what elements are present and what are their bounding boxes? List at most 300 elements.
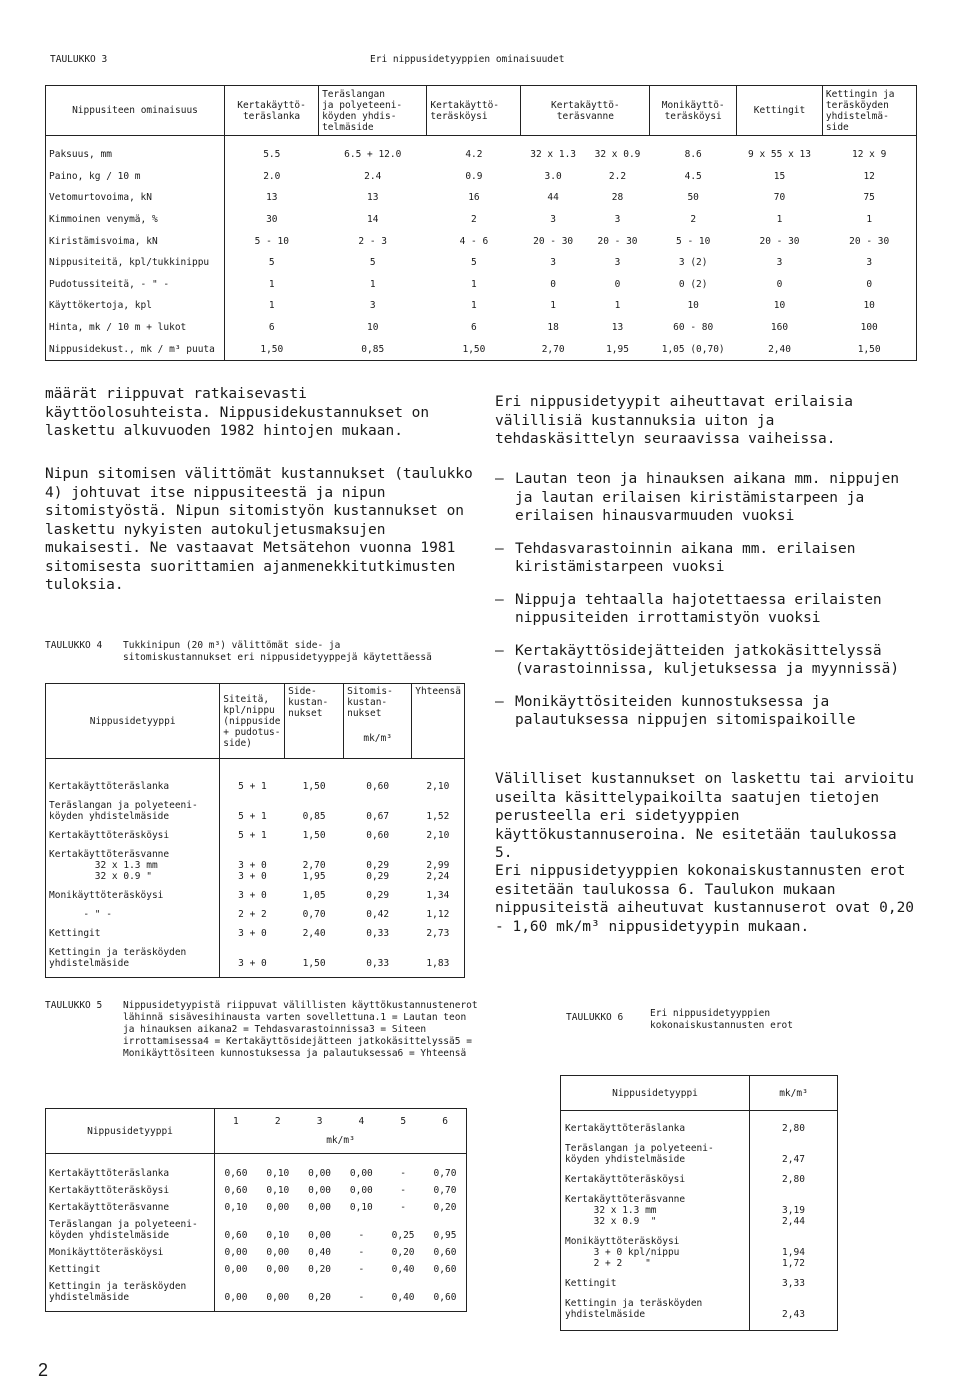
table4-cell [344,792,412,822]
left-paragraph-2: Nipun sitomisen välittömät kustannukset (taulukko 4) johtuvat itse nippusiteestä ja nipun sitomistyöstä. Nipun sitomistyön kustannukset on laskettu nykyisten autokuljetusmaksujen mukaisesti. Ne vastaavat Metsätehon vuonna 1981 sitomisesta suorittamien ajanmenekkitutkimusten tuloksia. [45,466,473,594]
table4-header-line: kustan- [288,697,329,708]
table-row [46,136,917,166]
cell-value: 3 + 0 [238,928,267,939]
table3-cell: 5 [369,257,376,269]
table4-cell [285,822,344,841]
table3-cell: 9 x 55 x 13 [748,149,811,161]
cell-value: 1,50 [302,958,326,969]
table5-cell: 0,00 [266,1292,290,1303]
table5-header-type: Nippusidetyyppi [46,1109,215,1154]
table4-header-line: kustan- [347,697,388,708]
table3-header-line: side [825,121,849,133]
table3-cell: 2.4 [364,170,382,182]
table3-cell: 16 [468,192,480,204]
table6-row-label: köyden yhdistelmäside [565,1154,686,1165]
table-row [46,759,465,793]
table-row [46,939,465,978]
table3-header-line: Monikäyttö- [661,99,725,111]
table3-cell: 13 [367,192,379,204]
table5-row-label: Monikäyttöteräsköysi [49,1247,164,1258]
table5-title-line: Nippusidetyypistä riippuvat välillisten käyttökustannusten [123,1000,455,1011]
table3-row-label: Nippusiteitä, kpl/tukkinippu [46,252,225,274]
table3-cell: 13 [611,322,624,334]
table5-cell: 0,00 [349,1168,373,1179]
table4-row-type [46,841,220,882]
table4-row-label: 32 x 1.3 mm [49,860,158,871]
table3-header-col [650,86,737,136]
table5-title-line: 4 = Kertakäyttösidejätteen jatkokäsittelyssä [203,1035,455,1047]
table4-header-line: nukset [288,708,323,719]
table3-header-line: Kertakäyttö- [551,99,620,111]
table4-row-label: 32 x 0.9 " [49,871,152,882]
table3-cell: 18 [547,322,559,334]
table-row [46,1154,467,1180]
table3-cell: 20 - 30 [597,235,638,247]
table3-cell: 6 [471,322,477,334]
table3-cell: 6 [268,322,275,334]
table5-row-type [46,1258,215,1275]
table4-row-type [46,822,220,841]
table-row [561,1269,838,1289]
table3-cell: 2 [471,214,477,226]
table3-header-row [46,86,917,136]
cell-value: 2,80 [782,1123,805,1134]
table-row [46,1213,467,1241]
table3-cell: 0.9 [465,170,483,182]
table5-cell: 0,40 [391,1292,415,1303]
table3-cell: 3.0 [544,170,562,182]
table5-row-label: Kettingit [49,1264,101,1275]
table4-row-type [46,920,220,939]
table5-cell: 0,60 [433,1264,457,1275]
table6-row-type [561,1134,750,1165]
table6-row-type [561,1227,750,1269]
table3-cell: 4 - 6 [459,235,489,247]
table4-row-type [46,792,220,822]
table6-cell [750,1134,838,1165]
table5-cell: 0,60 [224,1185,248,1196]
table3-cell: 2.2 [608,170,627,182]
table5-row-label: Kertakäyttöteräsvanne [49,1202,170,1213]
table5-header-number: 6 [442,1116,448,1127]
table-row [561,1165,838,1185]
table4-row-label: köyden yhdistelmäside [49,811,170,822]
table4-cell [412,920,465,939]
cell-value: 3,33 [782,1278,805,1289]
table5-cell: 0,00 [308,1230,332,1241]
table3-cell: 3 [866,257,873,269]
cell-value: 1,52 [426,811,450,822]
table3-row-label: Vetomurtovoima, kN [46,187,225,209]
table3-header-line: Kertakäyttö- [430,99,500,111]
bullet-dash: — [495,642,504,659]
table3-cell: 1 [471,278,477,290]
table5-header-number: 4 [358,1116,365,1127]
cell-value: 2,10 [426,781,450,792]
table3-cell: 12 x 9 [852,149,887,161]
table5-cell: - [358,1292,365,1303]
cell-value: 0,67 [366,811,390,822]
table4-cell [344,822,412,841]
table5-row-label: Kettingin ja teräsköyden [49,1281,187,1292]
table4-cell [285,841,344,882]
table5-cell: 0,60 [433,1292,457,1303]
table6-row-label: 2 + 2 " [565,1258,651,1269]
table6-cell [750,1227,838,1269]
table4-header-type: Nippusidetyyppi [46,684,220,759]
table4-header-line: Side- [288,686,317,697]
table4-row-label: Kertakäyttöteräsköysi [49,830,170,841]
table3-cell: 0,85 [361,343,385,355]
cell-value: 3 + 0 [238,871,267,882]
table3-cell: 3 [550,214,556,226]
bullet-list [495,470,920,744]
table4-row-label: - " - [49,909,112,920]
table3-row-label: Hinta, mk / 10 m + lukot [46,317,225,339]
table-row [46,1196,467,1213]
table-row [46,822,465,841]
table-row [46,841,465,882]
cell-value: 2,73 [426,928,450,939]
table-row [46,317,917,339]
table4-row-label: Kertakäyttöteräsvanne [49,849,170,860]
table-row [46,187,917,209]
table3-cell: 1,50 [857,343,881,355]
table3-row-label: Paksuus, mm [46,136,225,166]
table5-cell: 0,00 [349,1185,373,1196]
table3-cell: 160 [770,322,789,334]
cell-value: 2 + 2 [238,909,267,920]
cell-value: 2,80 [782,1174,805,1185]
table3-cell: 2 - 3 [358,235,388,247]
table3-header-line: Teräslangan [322,88,385,100]
table4-row-label: Monikäyttöteräsköysi [49,890,164,901]
table5-cell: 0,00 [266,1264,290,1275]
table3-cell: 10 [773,300,786,312]
table5-header-number: 2 [274,1116,281,1127]
table-row [46,252,917,274]
table5-cell: - [358,1264,365,1275]
page-number: 2 [38,1360,49,1380]
table3-cell: 3 [369,300,376,312]
table4-cell [412,841,465,882]
table4-row-label: yhdistelmäside [49,958,130,969]
left-paragraph-1: määrät riippuvat ratkaisevasti käyttöolosuhteista. Nippusidekustannukset on laskettu alkuvuoden 1982 hintojen mukaan. [45,386,430,440]
table5-cell: 0,60 [224,1230,248,1241]
table4-header-col [285,684,344,759]
table5-cell: 0,10 [266,1185,290,1196]
bullet-item [495,591,920,628]
table6-header-unit: mk/m³ [750,1076,838,1111]
table5-row-type [46,1179,215,1196]
table3-header-line: teräsvanne [556,110,614,122]
table5-cell: 0,70 [433,1185,457,1196]
table-row [46,166,917,188]
table3-cell: 1 [614,300,621,312]
bullet-dash: — [495,591,504,608]
table3-cell: 2.0 [263,170,281,182]
table4-cell [412,792,465,822]
table3-header-col [822,86,916,136]
table4 [45,683,465,978]
table3-header-line: Kertakäyttö- [237,99,306,111]
table6-cell [750,1185,838,1227]
table6-row-label: 3 + 0 kpl/nippu [565,1247,680,1258]
table6-cell [750,1165,838,1185]
cell-value: 0,33 [366,928,390,939]
table4-header-line: kpl/nippu [223,704,275,716]
table6-row-label: Kettingit [565,1278,617,1289]
table3-cell: 1,50 [260,343,284,355]
table4-header-line: (nippuside [223,715,281,727]
table4-cell [412,939,465,978]
table3-cell: 1,50 [462,343,486,355]
bullet-text: Monikäyttösiteiden kunnostuksessa ja palautuksessa nippujen sitomispaikoille [515,693,856,729]
table3-cell: 28 [611,192,624,204]
cell-value: 1,83 [426,958,450,969]
table3-cell: 1 [550,300,556,312]
table5-header-cols [215,1109,467,1154]
table4-title: Tukkinipun (20 m³) välittömät side- ja sitomiskustannukset eri nippusidetyyppejä käytettäessä [123,640,432,663]
table6-row-label: Monikäyttöteräsköysi [565,1236,680,1247]
bullet-text: Tehdasvarastoinnin aikana mm. erilaisen kiristämistarpeen vuoksi [515,540,856,576]
right-paragraph-3: Eri nippusidetyyppien kokonaiskustannusten erot esitetään taulukossa 6. Taulukon mukaan nippusiteistä aiheutuvat kustannuserot ovat 0,20 - 1,60 mk/m³ nippusidetyypin mukaan. [495,863,915,935]
table5-cell: 0,25 [391,1230,415,1241]
table3-row-label: Nippusidekust., mk / m³ puuta [46,338,225,360]
table4-cell [220,939,285,978]
cell-value: 2,24 [426,871,450,882]
table3-cell: 5.5 [263,149,281,161]
table4-header-line: side) [223,737,252,749]
table4-header-unit: mk/m³ [363,733,392,744]
table-row [561,1185,838,1227]
table3-cell: 4.2 [465,149,483,161]
table5-row-type [46,1213,215,1241]
bullet-text: Kertakäyttösidejätteiden jatkokäsittelyssä (varastoinnissa, kuljetuksessa ja myynnissä) [515,642,900,678]
table5-cell: 0,00 [308,1202,332,1213]
table3-cell: 1 [471,300,477,312]
table4-cell [344,920,412,939]
cell-value: 2,47 [782,1154,805,1165]
table5-cell: 0,00 [266,1247,290,1258]
cell-value: 2,40 [302,928,326,939]
table4-row-label: Kertakäyttöteräslanka [49,781,170,792]
cell-value: 1,50 [302,830,326,841]
table-row [46,920,465,939]
table3-header-line: Kettingit [753,105,806,116]
table4-cell [220,792,285,822]
table5-cell: 0,10 [266,1230,290,1241]
cell-value: 0,42 [366,909,390,920]
table3-cell: 20 - 30 [759,235,800,247]
table5-title-line: erot lähinnä sisävesihinausta varten sovellettuna. [123,1000,478,1023]
table3-cell: 75 [863,192,875,204]
table6-row-label: Kertakäyttöteräsvanne [565,1194,686,1205]
table3-cell: 10 [863,300,875,312]
bullet-item [495,470,920,526]
table4-cell [344,939,412,978]
table3-cell: 1 [866,214,873,226]
bullet-item [495,693,920,730]
table3-cell: 100 [860,322,878,334]
table4-cell [220,759,285,793]
table3-row-label: Pudotussiteitä, - " - [46,274,225,296]
table5-row-label: yhdistelmäside [49,1292,130,1303]
table-row [46,1258,467,1275]
table3-cell: 5 [471,257,477,269]
table3-cell: 20 - 30 [533,235,574,247]
table-row [46,1241,467,1258]
cell-value: 2,10 [426,830,450,841]
table5-cell: 0,70 [433,1168,457,1179]
table3-title: Eri nippusidetyyppien ominaisuudet [370,54,565,65]
cell-value: 5 + 1 [238,781,267,792]
table3-row-label: Kimmoinen venymä, % [46,209,225,231]
table3-cell: 5 - 10 [254,235,289,247]
table4-cell [344,759,412,793]
table3-cell: 0 [614,278,621,290]
table3-label: TAULUKKO 3 [50,54,108,65]
cell-value: 0,60 [366,830,390,841]
table5-cell: - [400,1185,406,1196]
cell-value: 0,29 [366,860,390,871]
cell-value: 2,70 [302,860,326,871]
table5-cell: 0,60 [224,1168,248,1179]
table5-cell: 0,10 [266,1168,290,1179]
table3-header-line: köyden yhdis- [322,110,397,122]
bullet-dash: — [495,540,504,557]
table5-cell: - [358,1230,365,1241]
table4-header-col3-lines [347,686,408,719]
table3-cell: 1 [369,278,376,290]
table4-cell [220,920,285,939]
table5-header-number: 3 [316,1116,323,1127]
cell-value: 5 + 1 [238,811,267,822]
table4-cell [412,822,465,841]
bullet-text: Nippuja tehtaalla hajotettaessa erilaisten nippusiteiden irrottamistyön vuoksi [515,591,882,627]
table5-cell: 0,00 [224,1292,248,1303]
table6-row-type [561,1111,750,1135]
table3-header-line: teräsköyden [825,99,889,111]
table3-cell: 20 - 30 [849,235,890,247]
table5-cell: 0,10 [349,1202,373,1213]
table5-cell: 0,00 [308,1185,332,1196]
cell-value: 2,44 [782,1216,805,1227]
table-row [46,209,917,231]
table-row [46,1179,467,1196]
table5-row-type [46,1154,215,1180]
cell-value: 1,94 [782,1247,805,1258]
table3-cell: 1,05 (0,70) [661,343,725,355]
table-row [46,1275,467,1312]
table5-title-line: 3 = Siteen irrottamisessa [123,1023,427,1047]
table5-row-type [46,1275,215,1312]
table3-header-line: yhdistelmä- [825,110,889,122]
table4-header-line: Sitomis- [347,686,393,697]
table4-cell [285,882,344,901]
table6-row-label: Kertakäyttöteräsköysi [565,1174,686,1185]
table3-cell: 6.5 + 12.0 [344,149,402,161]
cell-value: 3 + 0 [238,860,267,871]
table6-header-type: Nippusidetyyppi [561,1076,750,1111]
table3-header-col [737,86,823,136]
table-row [46,230,917,252]
table4-cell [220,901,285,920]
table3-header-line: telmäside [322,121,374,133]
table5-cell: 0,00 [266,1202,290,1213]
cell-value: 1,34 [426,890,450,901]
table4-cell [285,920,344,939]
table3-cell: 0 (2) [678,278,708,290]
table5-cell: 0,95 [433,1230,457,1241]
table4-cell [220,841,285,882]
table3-header-line: Kettingin ja [825,88,895,100]
table3-header-line: teräslanka [242,110,301,122]
cell-value: 3,19 [782,1205,805,1216]
table3-cell: 3 [776,257,783,269]
table4-header-total: Yhteensä [412,684,465,759]
table4-row-type [46,759,220,793]
table3-cell: 1 [268,300,275,312]
table3-cell: 1 [776,214,783,226]
table4-cell [344,841,412,882]
table5-header-unit: mk/m³ [326,1135,355,1146]
table6-row-label: Teräslangan ja polyeteeni- [565,1143,714,1154]
cell-value: 1,72 [782,1258,805,1269]
table6 [560,1075,838,1331]
table-row [46,882,465,901]
table5-row-label: Kertakäyttöteräslanka [49,1168,170,1179]
table5-cell: - [358,1247,365,1258]
table-row [561,1289,838,1331]
table3-cell: 8.6 [684,149,702,161]
table4-cell [285,939,344,978]
table6-row-label: Kettingin ja teräsköyden [565,1298,703,1309]
table3-header-property: Nippusiteen ominaisuus [46,86,225,136]
table3-cell: 44 [547,192,559,204]
table-row [46,792,465,822]
cell-value: 3 + 0 [238,890,267,901]
table6-row-type [561,1269,750,1289]
cell-value: 0,60 [366,781,390,792]
table5-cell: 0,00 [308,1168,332,1179]
table3-cell: 1 [268,278,275,290]
table3-row-label: Kiristämisvoima, kN [46,230,225,252]
table4-cell [412,759,465,793]
table3-cell: 14 [367,214,379,226]
bullet-item [495,540,920,577]
table5 [45,1108,467,1312]
cell-value: 1,50 [302,781,326,792]
table3-cell: 5 [268,257,275,269]
table3-cell: 70 [773,192,786,204]
table4-header-row [46,684,465,759]
table-row [46,295,917,317]
table4-cell [220,822,285,841]
right-paragraph-2: Välilliset kustannukset on laskettu tai arvioitu useilta käsittelypaikoilta saatujen tietojen perusteella eri sidetyyppien käyttökustannuseroina. Ne esitetään taulukossa 5. [495,771,915,862]
table3-cell: 3 [614,257,621,269]
table6-label: TAULUKKO 6 [566,1012,624,1023]
table4-cell [344,901,412,920]
cell-value: 1,05 [302,890,326,901]
table5-title-line: 2 = Tehdasvarastoinnissa [231,1023,369,1035]
cell-value: 5 + 1 [238,830,267,841]
table4-label: TAULUKKO 4 [45,640,103,651]
cell-value: 0,85 [302,811,326,822]
table4-header-line: Siteitä, [223,693,270,705]
table4-cell [412,901,465,920]
cell-value: 2,99 [426,860,450,871]
